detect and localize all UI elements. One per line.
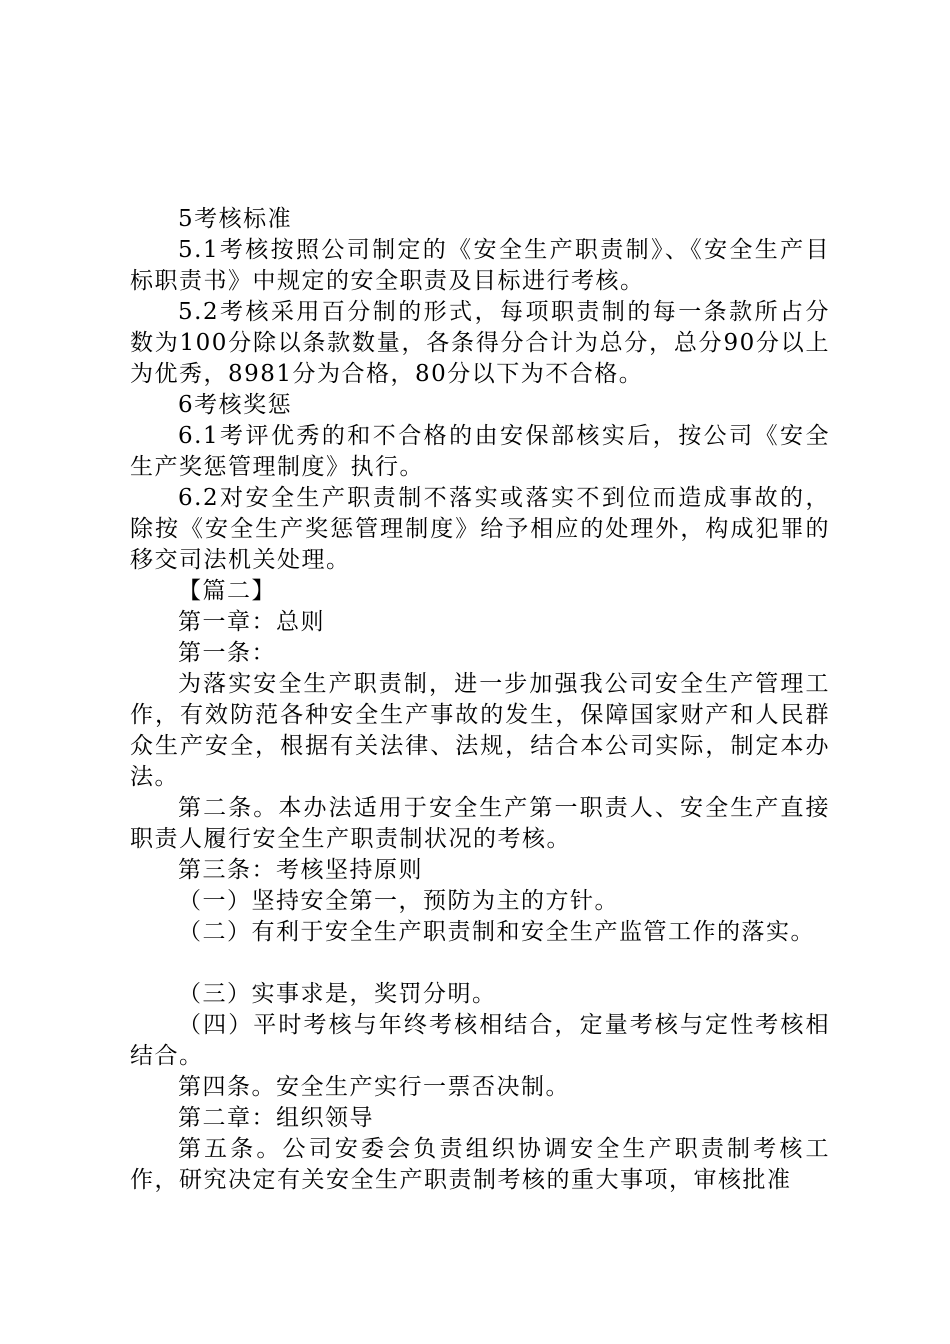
paragraph: 为落实安全生产职责制，进一步加强我公司安全生产管理工作，有效防范各种安全生产事故的发生，保障国家财产和人民群众生产安全，根据有关法律、法规，结合本公司实际，制定本办法。 xyxy=(130,671,830,790)
paragraph: 第三条：考核坚持原则 xyxy=(178,857,423,883)
document-body xyxy=(130,204,830,1196)
part-heading: 【篇二】 xyxy=(178,578,276,604)
paragraph: 第四条。安全生产实行一票否决制。 xyxy=(178,1074,570,1100)
list-item: （三）实事求是，奖罚分明。 xyxy=(178,981,497,1007)
list-item: （一）坚持安全第一，预防为主的方针。 xyxy=(178,888,619,914)
paragraph: 5.2考核采用百分制的形式，每项职责制的每一条款所占分数为100分除以条款数量，各条得分合计为总分，总分90分以上为优秀，8981分为合格，80分以下为不合格。 xyxy=(130,299,830,387)
paragraph: 第五条。公司安委会负责组织协调安全生产职责制考核工作，研究决定有关安全生产职责制考核的重大事项，审核批准 xyxy=(130,1136,830,1193)
list-item: （四）平时考核与年终考核相结合，定量考核与定性考核相结合。 xyxy=(130,1012,830,1069)
chapter-heading: 第二章：组织领导 xyxy=(178,1105,374,1131)
list-item: （二）有利于安全生产职责制和安全生产监管工作的落实。 xyxy=(178,919,815,945)
paragraph: 6.2对安全生产职责制不落实或落实不到位而造成事故的，除按《安全生产奖惩管理制度》给予相应的处理外，构成犯罪的移交司法机关处理。 xyxy=(130,485,830,573)
paragraph: 第二条。本办法适用于安全生产第一职责人、安全生产直接职责人履行安全生产职责制状况的考核。 xyxy=(130,795,830,852)
paragraph: 5.1考核按照公司制定的《安全生产职责制》、《安全生产目标职责书》中规定的安全职责及目标进行考核。 xyxy=(130,237,830,294)
paragraph: 6.1考评优秀的和不合格的由安保部核实后，按公司《安全生产奖惩管理制度》执行。 xyxy=(130,423,830,480)
chapter-heading: 第一章：总则 xyxy=(178,609,325,635)
section-heading: 5考核标准 xyxy=(178,206,293,232)
section-heading: 6考核奖惩 xyxy=(178,392,293,418)
article-heading: 第一条： xyxy=(178,640,276,666)
